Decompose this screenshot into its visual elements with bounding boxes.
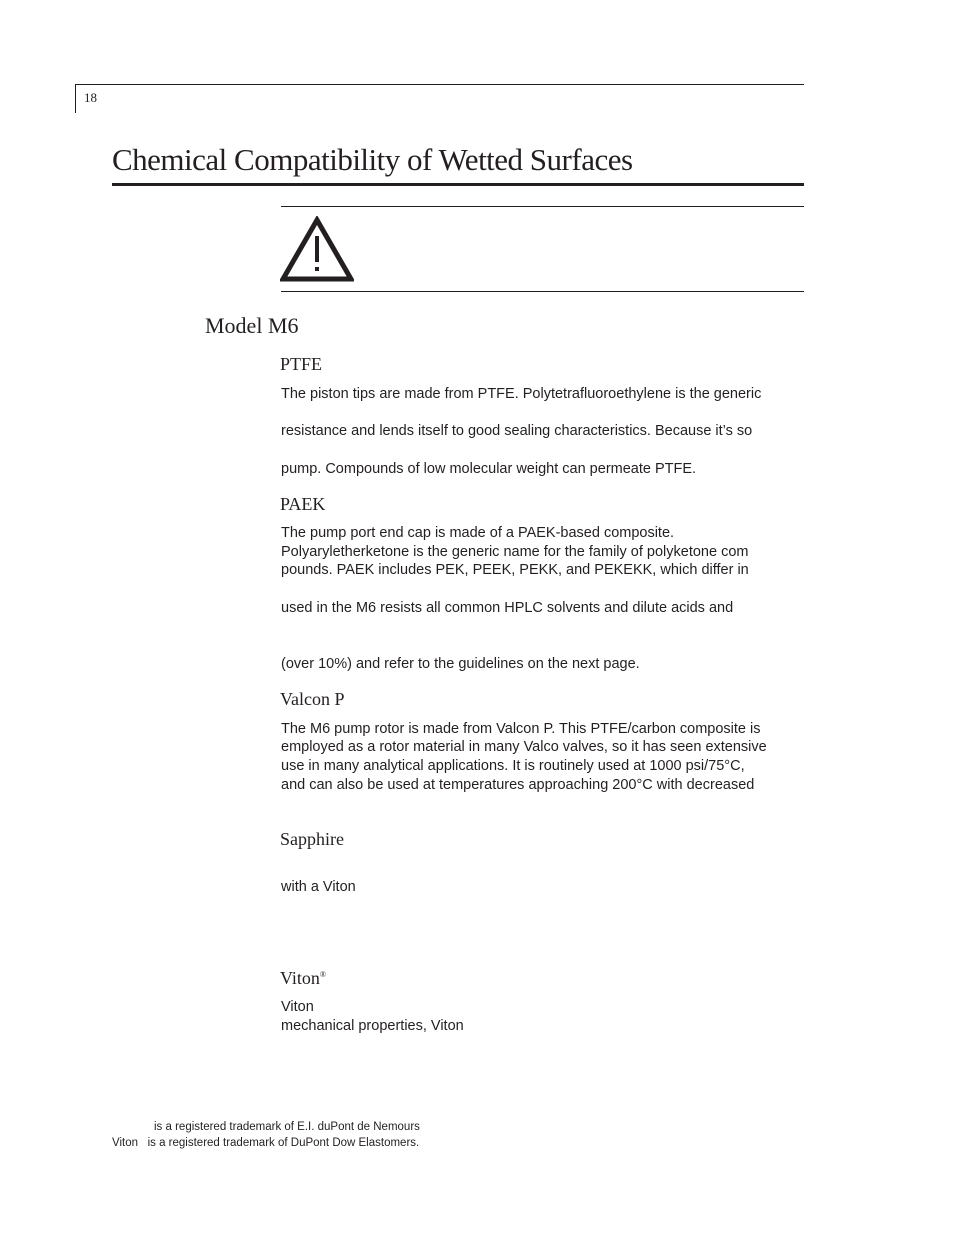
ptfe-line-1: The piston tips are made from PTFE. Polytetrafluoroethylene is the generic	[281, 386, 762, 402]
valcon-line-3: use in many analytical applications. It is routinely used at 1000 psi/75°C,	[281, 758, 745, 774]
ptfe-heading: PTFE	[280, 354, 323, 374]
warning-rule-top	[281, 206, 804, 207]
footnote-1: is a registered trademark of E.I. duPont de Nemours	[154, 1121, 420, 1133]
valcon-heading: Valcon P	[280, 689, 345, 709]
page-number: 18	[84, 90, 97, 105]
paek-line-3: pounds. PAEK includes PEK, PEEK, PEKK, and PEKEKK, which differ in	[281, 562, 749, 578]
viton-heading	[280, 968, 326, 989]
sapphire-heading: Sapphire	[280, 829, 344, 849]
paek-line-5: (over 10%) and refer to the guidelines on the next page.	[281, 656, 640, 672]
paek-line-1: The pump port end cap is made of a PAEK-based composite.	[281, 525, 675, 541]
viton-line-2: mechanical properties, Viton	[281, 1018, 464, 1034]
valcon-line-1: The M6 pump rotor is made from Valcon P. This PTFE/carbon composite is	[281, 721, 761, 737]
warning-triangle-icon	[280, 216, 354, 282]
paek-heading: PAEK	[280, 494, 326, 514]
section-heading: Model M6	[205, 313, 299, 338]
viton-line-1: Viton	[281, 999, 314, 1015]
ptfe-line-3: pump. Compounds of low molecular weight can permeate PTFE.	[281, 461, 697, 477]
header-rule	[75, 84, 804, 85]
viton-heading-text: Viton	[280, 968, 320, 988]
paek-line-4: used in the M6 resists all common HPLC solvents and dilute acids and	[281, 600, 734, 616]
page-title: Chemical Compatibility of Wetted Surfaces	[112, 142, 633, 177]
title-rule	[112, 183, 804, 186]
valcon-line-4: and can also be used at temperatures approaching 200°C with decreased	[281, 777, 755, 793]
valcon-line-2: employed as a rotor material in many Valco valves, so it has seen extensive	[281, 739, 767, 755]
sapphire-line-1: with a Viton	[281, 879, 356, 895]
page-number-rule	[75, 84, 76, 113]
ptfe-line-2: resistance and lends itself to good sealing characteristics. Because it’s so	[281, 423, 753, 439]
registered-mark: ®	[319, 970, 326, 979]
warning-rule-bottom	[281, 291, 804, 292]
paek-line-2: Polyaryletherketone is the generic name for the family of polyketone com	[281, 544, 749, 560]
footnote-2: Viton is a registered trademark of DuPont Dow Elastomers.	[112, 1137, 420, 1149]
